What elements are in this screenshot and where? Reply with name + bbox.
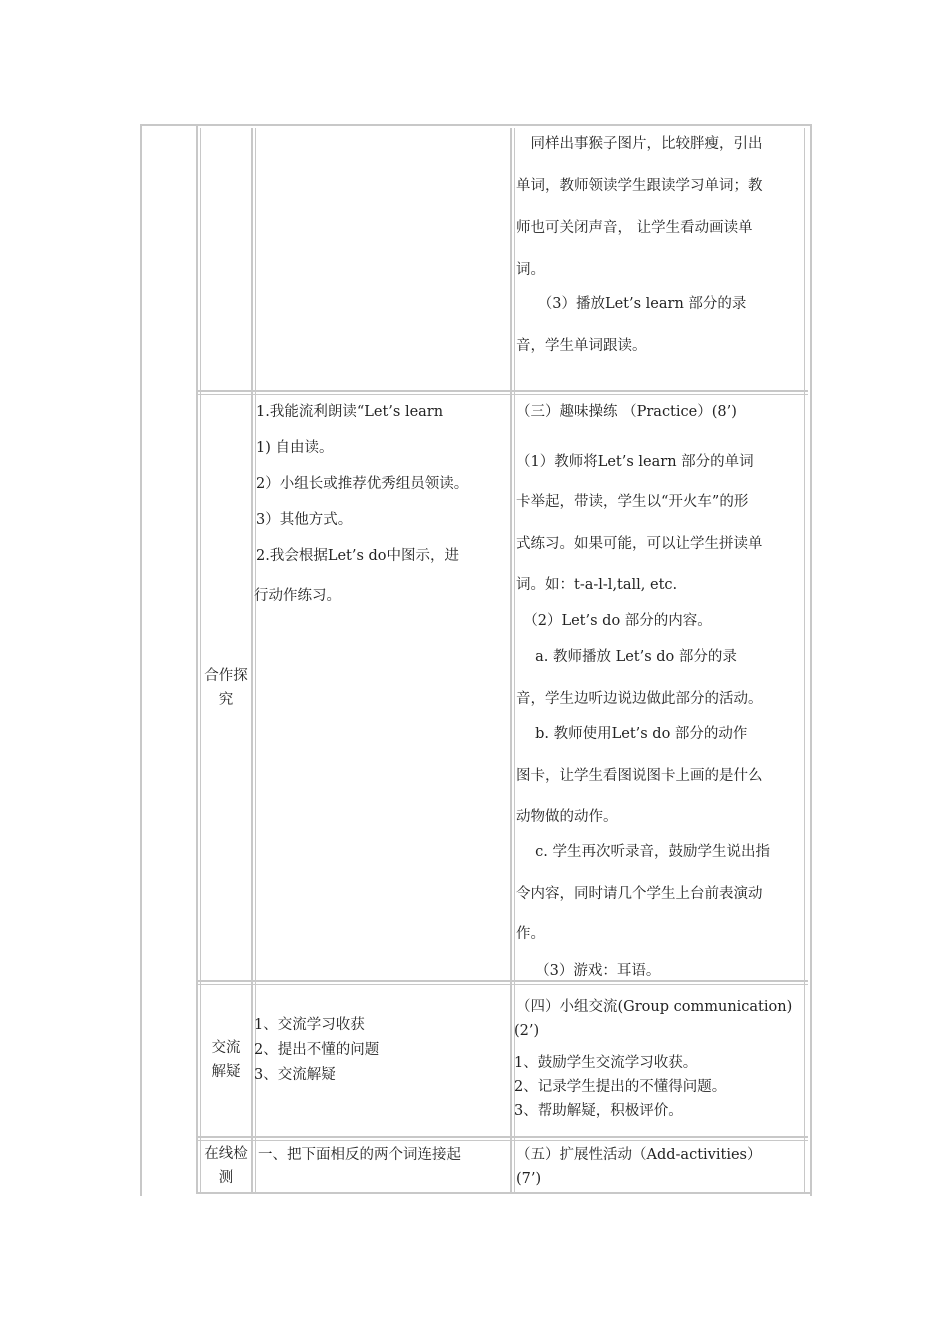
row2-activity-line: 图卡，让学生看图说图卡上画的是什么	[516, 768, 763, 784]
row2-activity-line: 词。如：t-a-l-l,tall, etc.	[516, 577, 678, 593]
row1-activity-line: 同样出事猴子图片，比较胖瘦，引出	[516, 136, 763, 152]
row2-stage-label-line2: 究	[218, 692, 234, 708]
row3-stage-label	[201, 1036, 251, 1084]
row-divider-3	[198, 1136, 808, 1138]
row1-activity-line: 师也可关闭声音， 让学生看动画读单	[516, 220, 753, 236]
row3-activity-line: 3、帮助解疑，积极评价。	[514, 1103, 683, 1119]
row3-student-line: 3、交流解疑	[254, 1067, 336, 1083]
row-divider-3b	[198, 1140, 808, 1141]
col-divider-outer-b	[200, 128, 201, 1192]
row2-student-line: 2.我会根据Let’s do中图示，进	[256, 548, 460, 564]
row4-student-line: 一、把下面相反的两个词连接起	[258, 1147, 461, 1163]
row3-activity-line	[514, 1043, 814, 1051]
row2-activity-line: 作。	[516, 926, 545, 942]
row3-student-cell	[254, 1013, 514, 1088]
row-divider-1b	[198, 394, 808, 395]
row1-activity-line: 音，学生单词跟读。	[516, 338, 647, 354]
row2-activity-line: b. 教师使用Let’s do 部分的动作	[516, 726, 748, 742]
row2-activity-line: 音，学生边听边说边做此部分的活动。	[516, 691, 763, 707]
row2-student-line: 2）小组长或推荐优秀组员领读。	[256, 476, 469, 492]
row3-student-line: 1、交流学习收获	[254, 1017, 365, 1033]
row-divider-1	[198, 390, 808, 392]
row3-activity-cell	[514, 995, 814, 1123]
row2-activity-line: 式练习。如果可能，可以让学生拼读单	[516, 536, 763, 552]
row2-activity-line: （3）游戏：耳语。	[516, 963, 661, 979]
row4-student-cell	[258, 1143, 518, 1167]
row2-student-line: 1.我能流利朗读“Let’s learn	[256, 404, 444, 420]
row2-activity-line: （1）教师将Let’s learn 部分的单词	[516, 454, 754, 470]
row4-activity-line: （五）扩展性活动（Add-activities）	[516, 1147, 762, 1163]
row3-activity-line: (2’)	[514, 1023, 540, 1039]
row3-activity-line: 2、记录学生提出的不懂得问题。	[514, 1079, 727, 1095]
row3-activity-line: 1、鼓励学生交流学习收获。	[514, 1055, 698, 1071]
row2-activity-line: 卡举起，带读，学生以“开火车”的形	[516, 494, 749, 510]
row4-stage-label	[200, 1142, 252, 1190]
row3-student-line: 2、提出不懂的问题	[254, 1042, 380, 1058]
row2-student-line: 行动作练习。	[254, 588, 341, 604]
row3-activity-line: （四）小组交流(Group communication)	[516, 999, 793, 1015]
row2-stage-label-line1: 合作探	[204, 668, 248, 684]
row1-activity-line: （3）播放Let’s learn 部分的录	[516, 296, 747, 312]
row2-activity-line: c. 学生再次听录音，鼓励学生说出指	[516, 844, 770, 860]
row4-activity-line: (7’)	[516, 1171, 542, 1187]
row2-activity-line: （2）Let’s do 部分的内容。	[516, 613, 712, 629]
row4-stage-label-line1: 在线检	[204, 1146, 248, 1162]
row2-activity-line: a. 教师播放 Let’s do 部分的录	[516, 649, 737, 665]
row2-activity-line: 动物做的动作。	[516, 809, 618, 825]
row-divider-2	[198, 980, 808, 982]
row2-student-line: 3）其他方式。	[256, 512, 353, 528]
row1-activity-line: 词。	[516, 262, 545, 278]
row2-student-line: 1) 自由读。	[256, 440, 334, 456]
table-bottom-border	[196, 1192, 812, 1194]
row-divider-2b	[198, 984, 808, 985]
col-divider-label	[251, 128, 253, 1192]
row2-activity-line: 令内容，同时请几个学生上台前表演动	[516, 886, 763, 902]
row4-stage-label-line2: 测	[218, 1170, 234, 1186]
col-divider-outer	[196, 124, 198, 1192]
row4-activity-cell	[516, 1143, 816, 1191]
row2-activity-line: （三）趣味操练 （Practice）(8’)	[516, 404, 737, 420]
row3-stage-label-line2: 解疑	[211, 1064, 241, 1080]
row1-activity-line: 单词，教师领读学生跟读学习单词；教	[516, 178, 763, 194]
row2-stage-label	[201, 664, 251, 712]
row3-stage-label-line1: 交流	[211, 1040, 241, 1056]
